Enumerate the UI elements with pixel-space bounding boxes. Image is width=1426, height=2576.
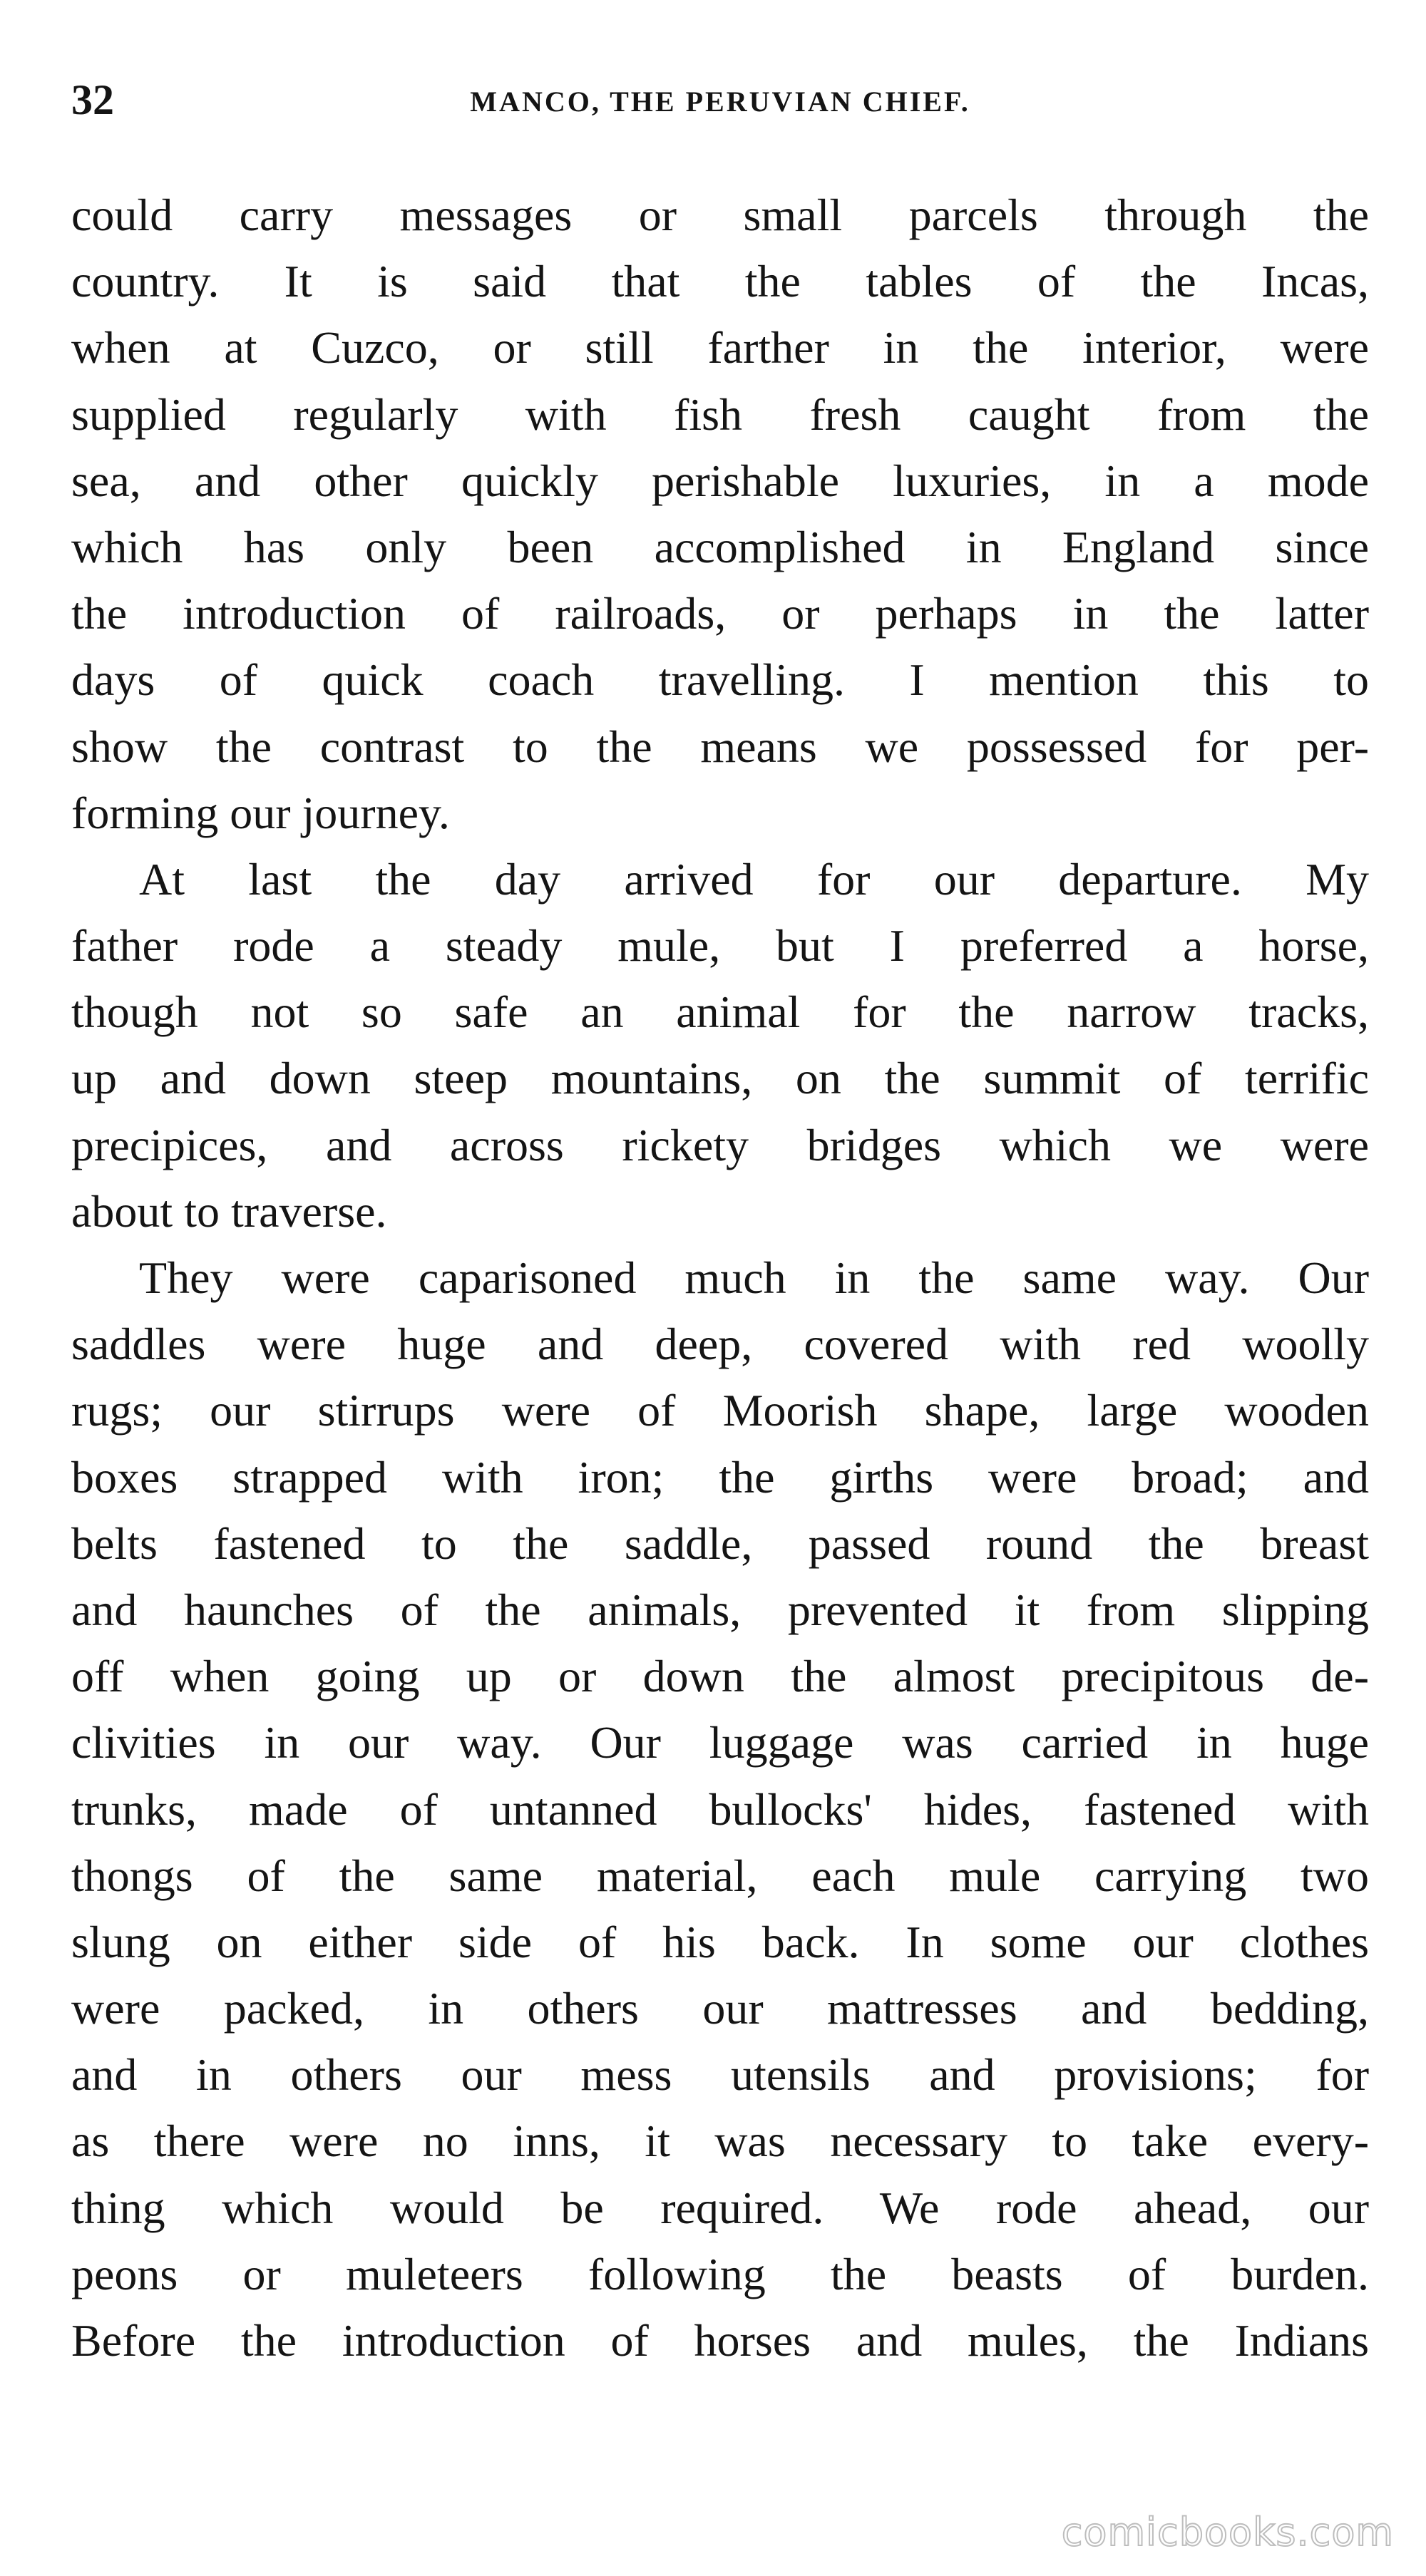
text-line: supplied regularly with fish fresh caught from the: [71, 388, 1369, 440]
text-line: off when going up or down the almost precipitous de-: [71, 1651, 1369, 1702]
text-line: At last the day arrived for our departure. My: [139, 853, 1369, 905]
text-line: thing which would be required. We rode ahead, our: [71, 2182, 1369, 2233]
text-line: days of quick coach travelling. I mention this to: [71, 654, 1369, 706]
running-title: MANCO, THE PERUVIAN CHIEF.: [470, 86, 970, 118]
text-line: boxes strapped with iron; the girths were broad; and: [71, 1451, 1369, 1503]
text-line: up and down steep mountains, on the summit of terrific: [71, 1053, 1369, 1104]
text-line: were packed, in others our mattresses and bedding,: [71, 1983, 1369, 2034]
text-line: belts fastened to the saddle, passed round the breast: [71, 1518, 1369, 1569]
text-line: as there were no inns, it was necessary to take every-: [71, 2116, 1369, 2167]
running-head: [71, 71, 1369, 128]
text-line: sea, and other quickly perishable luxuries, in a mode: [71, 455, 1369, 506]
text-line: country. It is said that the tables of the Incas,: [71, 256, 1369, 307]
text-line: and in others our mess utensils and provisions; for: [71, 2049, 1369, 2101]
text-line: trunks, made of untanned bullocks' hides, fastened with: [71, 1783, 1369, 1835]
text-line: the introduction of railroads, or perhaps in the latter: [71, 588, 1369, 639]
text-line: when at Cuzco, or still farther in the interior, were: [71, 322, 1369, 373]
text-line: which has only been accomplished in England since: [71, 521, 1369, 572]
text-line: slung on either side of his back. In some our clothes: [71, 1916, 1369, 1967]
text-line: forming our journey.: [71, 787, 450, 838]
text-line: thongs of the same material, each mule carrying two: [71, 1850, 1369, 1901]
text-line: about to traverse.: [71, 1185, 387, 1237]
text-line: though not so safe an animal for the narrow tracks,: [71, 986, 1369, 1038]
page-number: 32: [71, 76, 114, 123]
text-line: precipices, and across rickety bridges which we were: [71, 1119, 1369, 1170]
watermark: comicbooks.com: [1061, 2510, 1394, 2555]
text-line: show the contrast to the means we possessed for per-: [71, 721, 1369, 772]
text-line: could carry messages or small parcels through the: [71, 190, 1369, 240]
text-line: saddles were huge and deep, covered with red woolly: [71, 1319, 1369, 1370]
text-line: and haunches of the animals, prevented it from slipping: [71, 1584, 1369, 1635]
text-line: They were caparisoned much in the same way. Our: [139, 1252, 1369, 1303]
text-line: peons or muleteers following the beasts of burden.: [71, 2248, 1369, 2299]
text-line: father rode a steady mule, but I preferred a horse,: [71, 920, 1369, 972]
text-line: Before the introduction of horses and mules, the Indians: [71, 2315, 1369, 2366]
body-text: [71, 182, 1369, 2374]
text-line: clivities in our way. Our luggage was carried in huge: [71, 1717, 1369, 1768]
text-line: rugs; our stirrups were of Moorish shape, large wooden: [71, 1385, 1369, 1436]
